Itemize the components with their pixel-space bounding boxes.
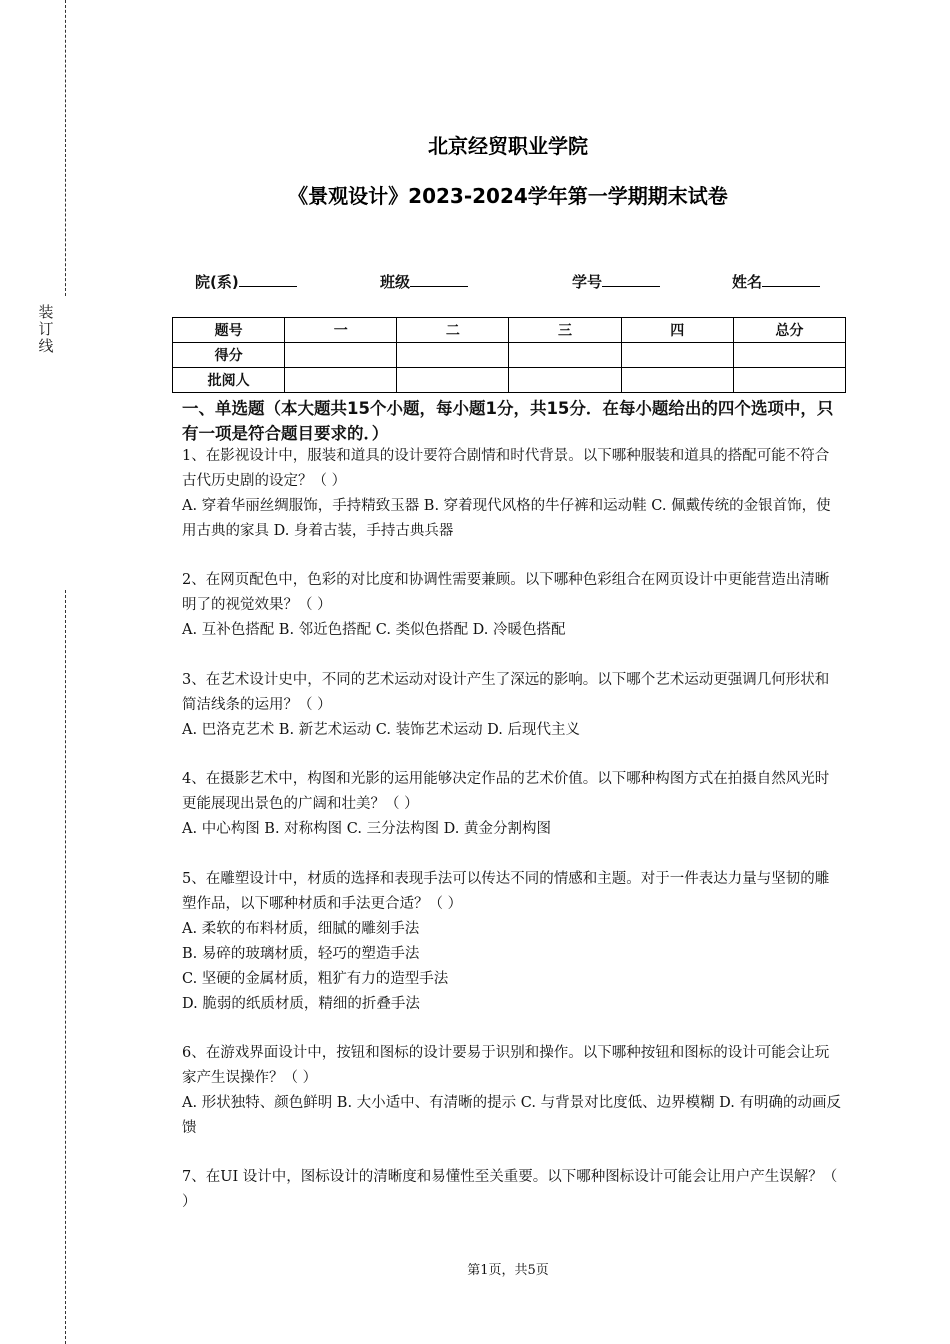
- student-id-label: 学号: [572, 273, 603, 291]
- question-stem: 3、在艺术设计史中，不同的艺术运动对设计产生了深远的影响。以下哪个艺术运动更强调几何形状和简洁线条的运用？（ ）: [182, 672, 830, 713]
- score-table-header-row: [173, 318, 846, 343]
- name-label: 姓名: [732, 273, 763, 291]
- question-3: [182, 668, 842, 743]
- section-title: 一、单选题（本大题共15个小题，每小题1分，共15分．在每小题给出的四个选项中，只有一项是符合题目要求的．）: [182, 399, 834, 443]
- question-6: [182, 1041, 842, 1141]
- binding-label: [38, 304, 54, 355]
- question-1: [182, 444, 842, 544]
- score-header-cell: 题号: [173, 318, 285, 343]
- score-cell[interactable]: [397, 343, 509, 368]
- exam-title: 《景观设计》2023-2024学年第一学期期末试卷: [288, 184, 728, 208]
- name-blank[interactable]: [762, 270, 820, 287]
- score-cell[interactable]: [621, 368, 733, 393]
- student-info-row: [0, 270, 950, 294]
- question-options: A. 穿着华丽丝绸服饰，手持精致玉器 B. 穿着现代风格的牛仔裤和运动鞋 C. 佩戴传统的金银首饰，使用古典的家具 D. 身着古装，手持古典兵器: [182, 498, 831, 539]
- class-label: 班级: [380, 273, 411, 291]
- question-stem: 6、在游戏界面设计中，按钮和图标的设计要易于识别和操作。以下哪种按钮和图标的设计可能会让玩家产生误操作？（ ）: [182, 1045, 830, 1086]
- question-options: A. 中心构图 B. 对称构图 C. 三分法构图 D. 黄金分割构图: [182, 821, 552, 837]
- question-2: [182, 568, 842, 643]
- score-cell[interactable]: [397, 368, 509, 393]
- question-stem: 7、在UI 设计中，图标设计的清晰度和易懂性至关重要。以下哪种图标设计可能会让用户产生误解？（ ）: [182, 1169, 838, 1210]
- score-header-cell: 三: [509, 318, 621, 343]
- score-cell[interactable]: [285, 343, 397, 368]
- question-option: D. 脆弱的纸质材质，精细的折叠手法: [182, 996, 420, 1012]
- student-id-blank[interactable]: [602, 270, 660, 287]
- score-row-label: 得分: [173, 343, 285, 368]
- class-blank[interactable]: [410, 270, 468, 287]
- binding-char: 线: [38, 337, 54, 355]
- score-row-label: 批阅人: [173, 368, 285, 393]
- department-label: 院(系): [195, 273, 239, 291]
- question-stem: 5、在雕塑设计中，材质的选择和表现手法可以传达不同的情感和主题。对于一件表达力量与坚韧的雕塑作品，以下哪种材质和手法更合适？（ ）: [182, 871, 830, 912]
- score-table-row: [173, 343, 846, 368]
- question-stem: 4、在摄影艺术中，构图和光影的运用能够决定作品的艺术价值。以下哪种构图方式在拍摄自然风光时更能展现出景色的广阔和壮美？（ ）: [182, 771, 830, 812]
- score-header-cell: 总分: [733, 318, 845, 343]
- department-blank[interactable]: [239, 270, 297, 287]
- question-option: B. 易碎的玻璃材质，轻巧的塑造手法: [182, 946, 420, 962]
- score-table-row: [173, 368, 846, 393]
- score-cell[interactable]: [509, 343, 621, 368]
- question-stem: 1、在影视设计中，服装和道具的设计要符合剧情和时代背景。以下哪种服装和道具的搭配可能不符合古代历史剧的设定？（ ）: [182, 448, 830, 489]
- binding-line-bottom: [65, 590, 66, 1344]
- score-cell[interactable]: [621, 343, 733, 368]
- score-cell[interactable]: [733, 368, 845, 393]
- score-header-cell: 二: [397, 318, 509, 343]
- name-field[interactable]: [732, 270, 820, 292]
- school-name: 北京经贸职业学院: [428, 134, 588, 158]
- question-7: [182, 1165, 842, 1215]
- score-cell[interactable]: [733, 343, 845, 368]
- question-option: A. 柔软的布料材质，细腻的雕刻手法: [182, 921, 420, 937]
- score-cell[interactable]: [285, 368, 397, 393]
- question-options: A. 形状独特、颜色鲜明 B. 大小适中、有清晰的提示 C. 与背景对比度低、边界模糊 D. 有明确的动画反馈: [182, 1095, 842, 1136]
- department-field[interactable]: [195, 270, 297, 292]
- score-header-cell: 四: [621, 318, 733, 343]
- binding-char: 订: [38, 320, 54, 338]
- score-header-cell: 一: [285, 318, 397, 343]
- question-stem: 2、在网页配色中，色彩的对比度和协调性需要兼顾。以下哪种色彩组合在网页设计中更能营造出清晰明了的视觉效果？（ ）: [182, 572, 830, 613]
- question-4: [182, 767, 842, 842]
- score-cell[interactable]: [509, 368, 621, 393]
- student-id-field[interactable]: [572, 270, 660, 292]
- score-table: [172, 317, 846, 393]
- binding-char: 装: [38, 303, 54, 321]
- question-5: [182, 867, 842, 1017]
- question-options: A. 巴洛克艺术 B. 新艺术运动 C. 装饰艺术运动 D. 后现代主义: [182, 722, 581, 738]
- page-number: 第1页，共5页: [467, 1263, 549, 1278]
- question-option: C. 坚硬的金属材质，粗犷有力的造型手法: [182, 971, 449, 987]
- question-options: A. 互补色搭配 B. 邻近色搭配 C. 类似色搭配 D. 冷暖色搭配: [182, 622, 566, 638]
- class-field[interactable]: [380, 270, 468, 292]
